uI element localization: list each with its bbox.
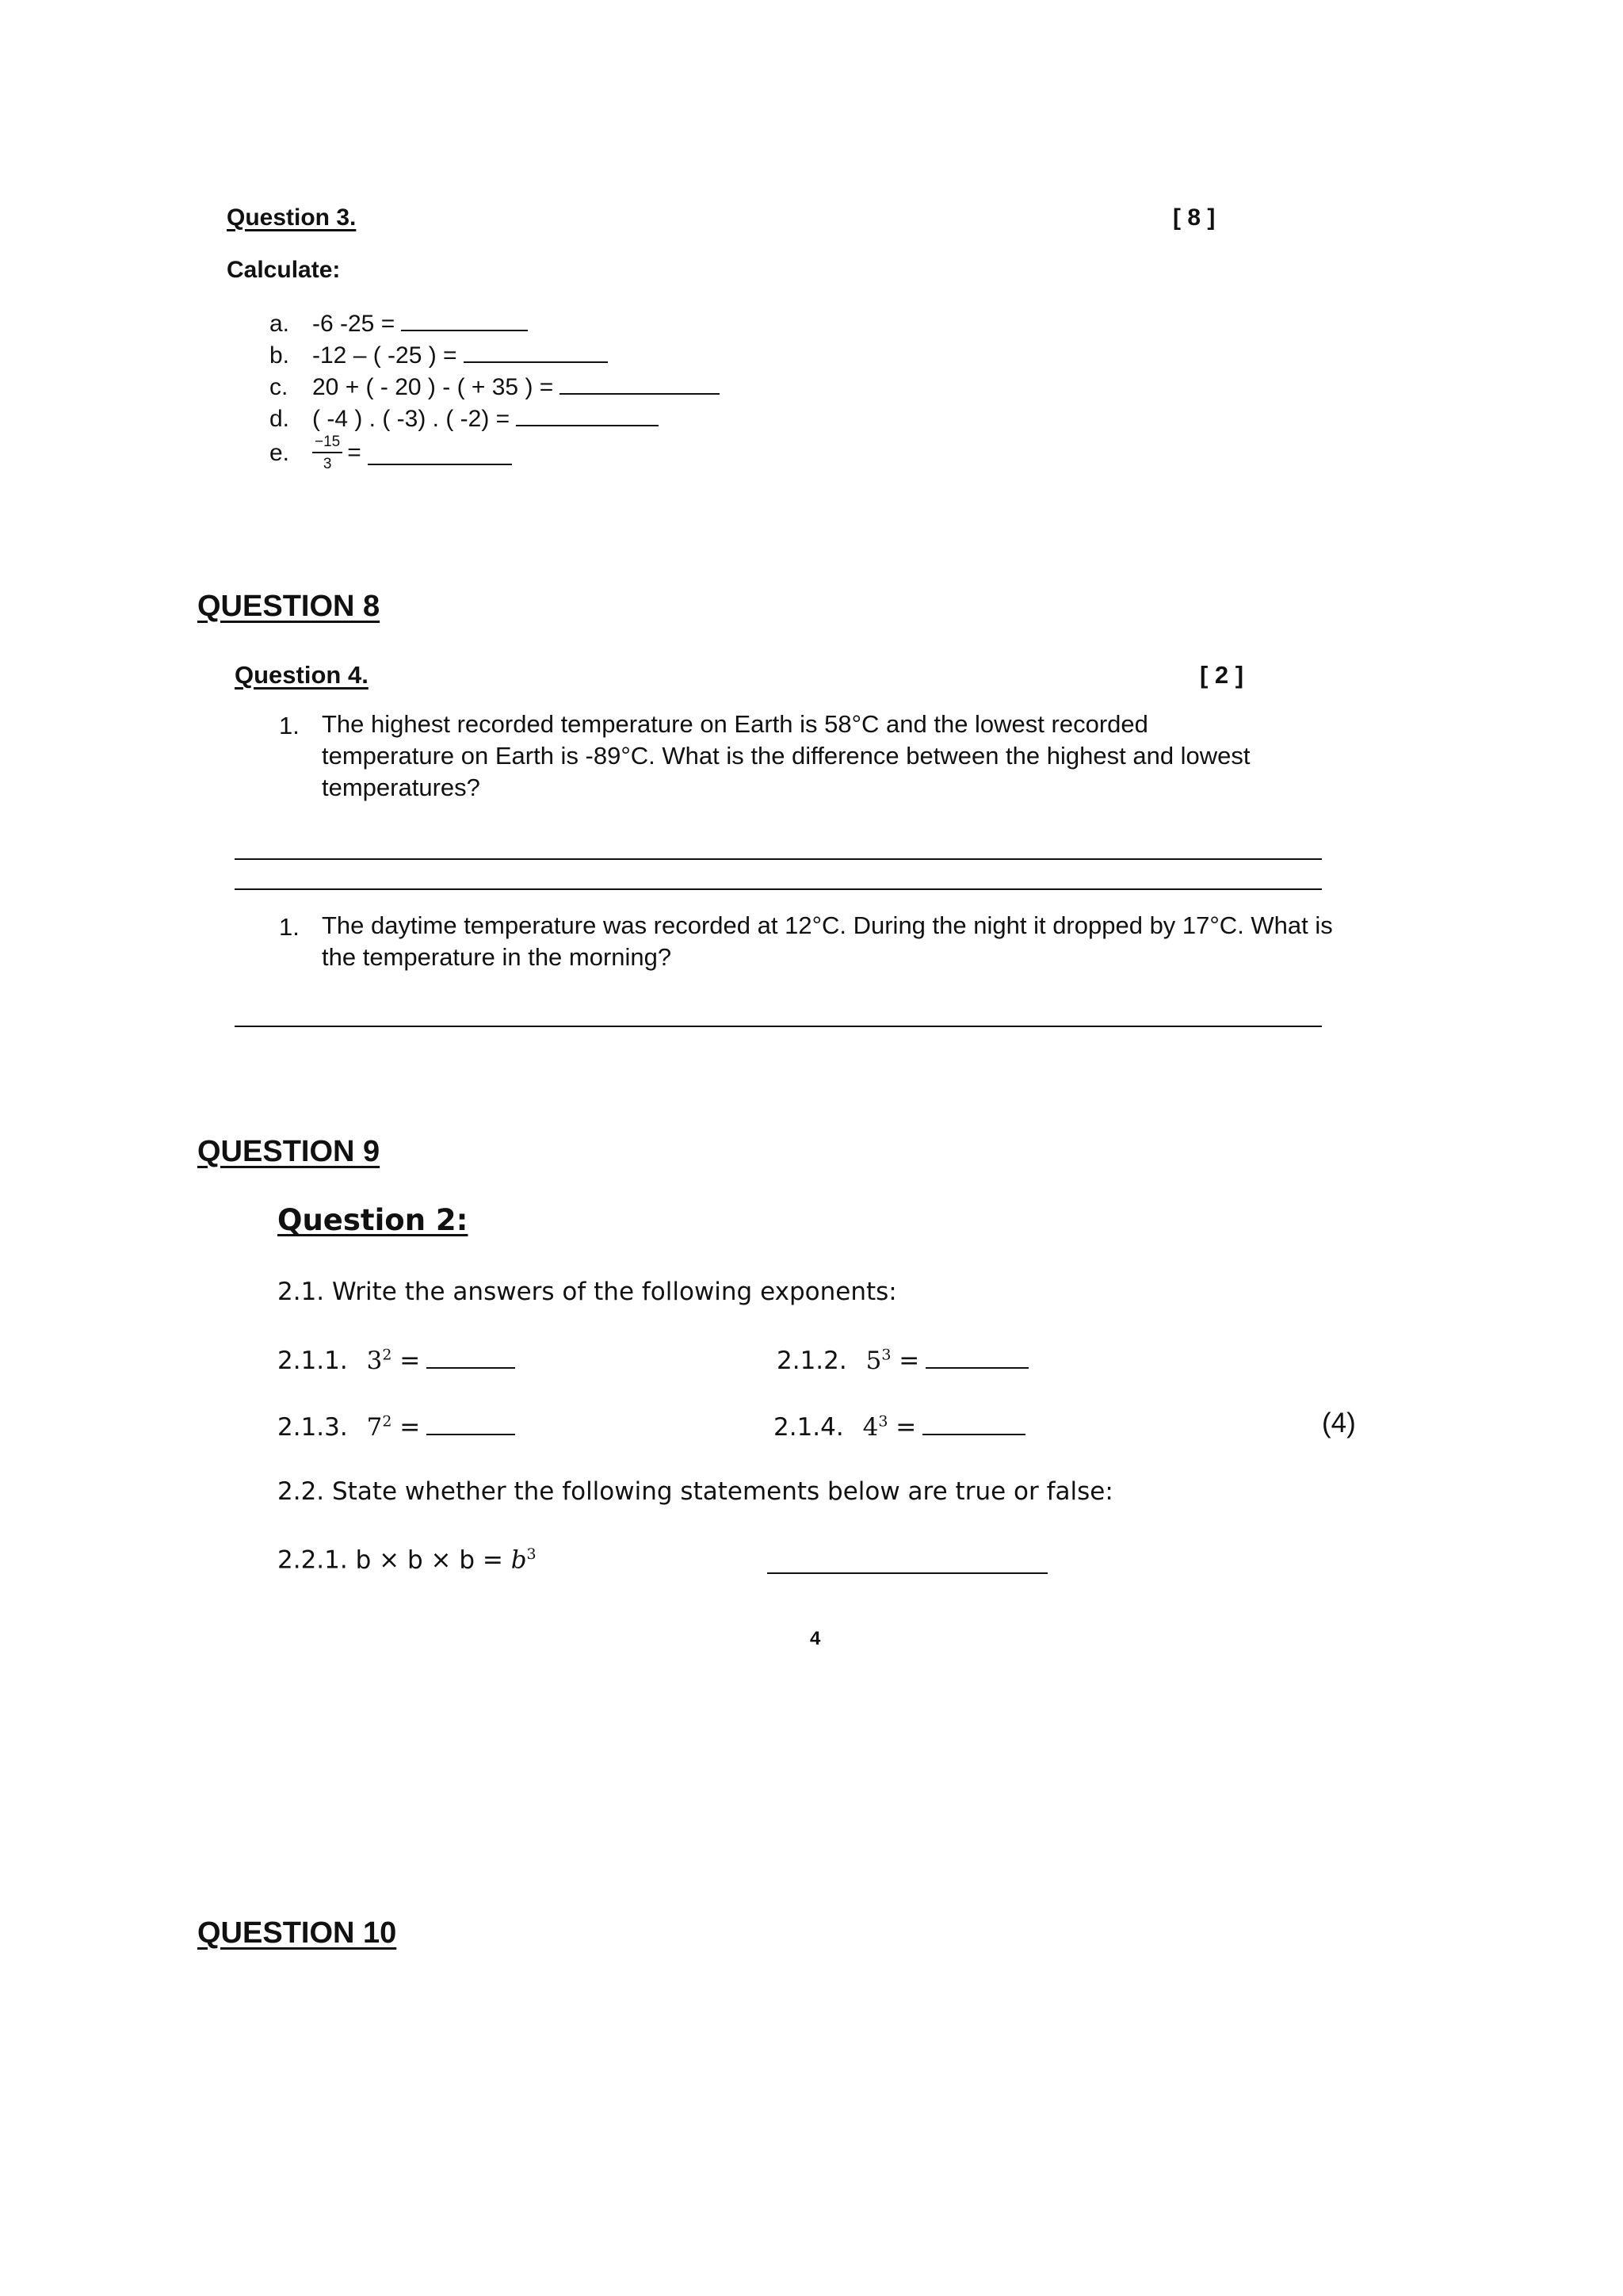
q3-item-e: [269, 434, 512, 472]
q3-item-d: [269, 403, 659, 433]
q4-marks: [ 2 ]: [1200, 661, 1244, 689]
answer-blank[interactable]: [401, 308, 528, 331]
answer-line[interactable]: [767, 1572, 1048, 1574]
page-number: 4: [810, 1628, 821, 1649]
statement-base: b: [510, 1545, 527, 1575]
exponent-label: 2.1.4.: [773, 1413, 844, 1442]
answer-blank[interactable]: [368, 441, 512, 465]
q3-title: Question 3.: [227, 204, 357, 231]
answer-line[interactable]: [235, 1026, 1322, 1027]
item-letter: d.: [269, 406, 290, 432]
q3-instruction: Calculate:: [227, 257, 341, 283]
exponent-item: 2.1.1. $3^2$ =: [277, 1345, 515, 1375]
answer-line[interactable]: [235, 888, 1322, 890]
section-heading-q9: QUESTION 9: [197, 1135, 380, 1168]
exponent-power: 2: [382, 1412, 392, 1431]
statement-power: 3: [526, 1545, 537, 1563]
item-expression: ( -4 ) . ( -3) . ( -2) =: [312, 406, 510, 432]
exponent-label: 2.1.1.: [277, 1347, 348, 1375]
answer-line[interactable]: [235, 858, 1322, 860]
exponent-power: 3: [878, 1412, 888, 1431]
q4-item-number: 1.: [279, 712, 300, 739]
exponent-label: 2.1.3.: [277, 1413, 348, 1442]
section-heading-q8: QUESTION 8: [197, 590, 380, 623]
item-letter: a.: [269, 311, 290, 337]
section-heading-q10: QUESTION 10: [197, 1916, 397, 1950]
q4-title: Question 4.: [235, 661, 369, 689]
exponent-base: 5: [865, 1347, 882, 1375]
exponent-base: 4: [862, 1413, 879, 1442]
q3-item-a: [269, 308, 528, 338]
item-expression: -6 -25 =: [312, 311, 395, 337]
answer-blank[interactable]: [516, 403, 659, 426]
answer-blank[interactable]: [426, 1412, 515, 1435]
item-letter: b.: [269, 342, 290, 369]
exponent-power: 3: [881, 1346, 892, 1364]
fraction-denominator: 3: [323, 456, 332, 472]
answer-blank[interactable]: [559, 371, 720, 395]
q3-marks: [ 8 ]: [1173, 204, 1216, 231]
item-expression: =: [347, 439, 361, 466]
q4-item-number: 1.: [279, 913, 300, 941]
answer-blank[interactable]: [426, 1345, 515, 1369]
exponent-label: 2.1.2.: [777, 1347, 847, 1375]
exponent-base: 3: [366, 1347, 383, 1375]
item-expression: 20 + ( - 20 ) - ( + 35 ) =: [312, 374, 554, 400]
statement-item: [277, 1545, 537, 1574]
q2-title: Question 2:: [277, 1203, 468, 1237]
statement-label: 2.2.1.: [277, 1545, 348, 1575]
statement-lhs: b × b × b =: [355, 1545, 503, 1575]
fraction: [312, 434, 342, 472]
fraction-numerator: −15: [312, 434, 342, 453]
item-letter: e.: [269, 439, 290, 466]
exponent-power: 2: [382, 1346, 392, 1364]
answer-blank[interactable]: [922, 1412, 1025, 1435]
exponent-base: 7: [366, 1413, 383, 1442]
q3-item-c: [269, 371, 720, 401]
q2-subquestion-2: 2.2. State whether the following statements below are true or false:: [277, 1477, 1113, 1506]
answer-blank[interactable]: [926, 1345, 1029, 1369]
q4-item-text: The daytime temperature was recorded at 12°C. During the night it dropped by 17°C. What is the temperature in the morning?: [322, 911, 1333, 971]
q3-item-b: [269, 339, 608, 369]
item-letter: c.: [269, 374, 288, 400]
exponent-item: 2.1.3. $7^2$ =: [277, 1412, 515, 1442]
answer-blank[interactable]: [464, 339, 608, 363]
q4-item-text: The highest recorded temperature on Earth is 58°C and the lowest recorded temperature on Earth is -89°C. What is the difference between the highest and lowest temperatures?: [322, 710, 1251, 801]
q2-marks: (4): [1322, 1408, 1356, 1438]
q2-subquestion-1: 2.1. Write the answers of the following exponents:: [277, 1278, 897, 1306]
exponent-item: 2.1.4. $4^3$ =: [773, 1412, 1025, 1442]
exponent-item: 2.1.2. $5^3$ =: [777, 1345, 1029, 1375]
item-expression: -12 – ( -25 ) =: [312, 342, 457, 369]
